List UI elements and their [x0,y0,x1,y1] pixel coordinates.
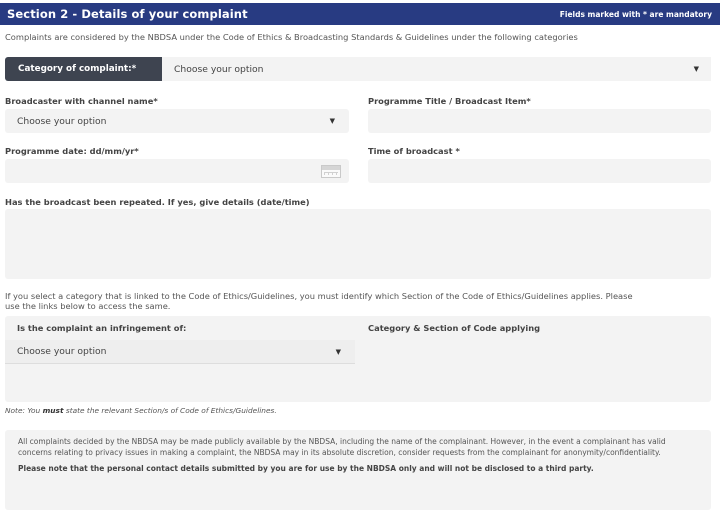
mandatory-note: Fields marked with * are mandatory [559,9,712,19]
category-section-label: Category & Section of Code applying [368,323,541,333]
intro-text: Complaints are considered by the NBDSA under the Code of Ethics & Broadcasting Standards & Guidelines under the following categories [5,32,578,42]
caret-down-icon: ▼ [329,117,335,125]
broadcaster-select[interactable] [5,109,349,133]
note-text [5,406,277,415]
linked-category-text: If you select a category that is linked to the Code of Ethics/Guidelines, you must identify which Section of the Code of Ethics/Guidelines applies. Please use the links below to access the same. [5,291,633,311]
note-suffix: state the relevant Section/s of Code of Ethics/Guidelines. [63,406,277,415]
broadcaster-select-value: Choose your option [17,115,107,127]
privacy-notice [5,430,711,510]
caret-down-icon: ▼ [335,347,341,356]
note-prefix: Note: You [5,406,43,415]
privacy-paragraph: All complaints decided by the NBDSA may be made publicly available by the NBDSA, including the name of the complainant. However, in the event a complainant has valid concerns relating to privacy issues in making a complaint, the NBDSA may in its absolute discretion, consider requests from the complainant for anonymity/confidentiality. [18,437,666,457]
programme-title-input[interactable] [368,109,711,133]
caret-down-icon: ▼ [693,65,699,73]
note-emphasis: must [42,406,64,415]
broadcaster-label: Broadcaster with channel name* [5,96,158,106]
programme-date-label: Programme date: dd/mm/yr* [5,146,139,156]
infringement-label: Is the complaint an infringement of: [17,323,187,333]
repeated-label: Has the broadcast been repeated. If yes, give details (date/time) [5,197,310,207]
infringement-select-value: Choose your option [17,346,107,357]
programme-date-input[interactable] [5,159,349,183]
category-select[interactable] [162,57,711,81]
category-label: Category of complaint:* [5,57,162,81]
category-select-value: Choose your option [174,63,264,75]
repeated-textarea[interactable] [5,209,711,279]
programme-title-label: Programme Title / Broadcast Item* [368,96,531,106]
section-header [0,3,720,25]
time-of-broadcast-input[interactable] [368,159,711,183]
section-title: Section 2 - Details of your complaint [7,7,248,21]
calendar-icon[interactable] [321,165,341,178]
time-of-broadcast-label: Time of broadcast * [368,146,460,156]
privacy-contact-paragraph: Please note that the personal contact details submitted by you are for use by the NBDSA only and will not be disclosed to a third party. [18,464,594,473]
infringement-select[interactable] [5,340,355,364]
category-row [5,57,711,81]
